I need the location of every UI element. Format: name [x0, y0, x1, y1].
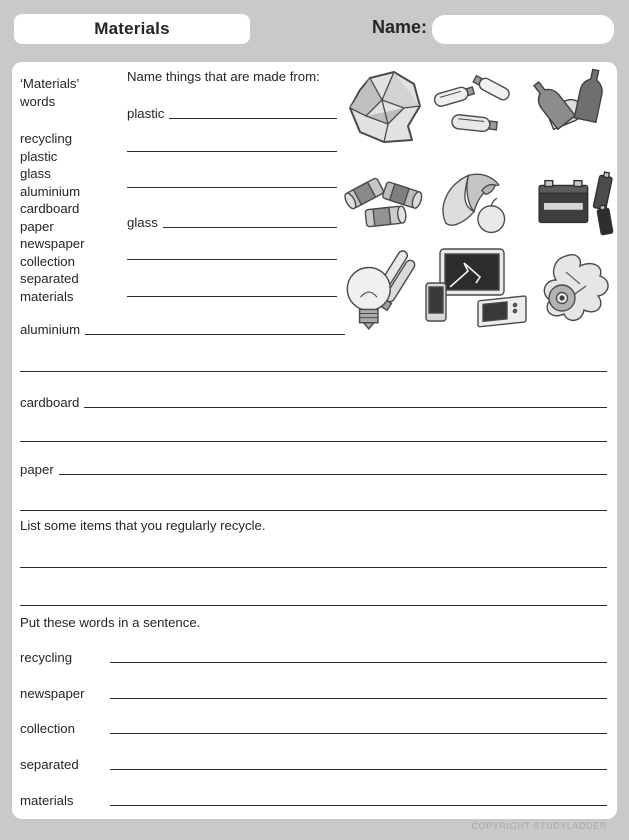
crumpled-paper-illustration — [342, 68, 424, 144]
word-bank-word: aluminium — [20, 183, 81, 199]
answer-line — [169, 118, 337, 119]
sentence-row-newspaper — [20, 684, 607, 701]
material-row-aluminium — [20, 320, 345, 337]
sentence-row-recycling — [20, 648, 607, 665]
answer-line — [110, 733, 607, 734]
answer-line — [20, 510, 607, 511]
word-bank-heading-line1: ‘Materials’ — [20, 76, 80, 91]
made-from-row-plastic — [127, 104, 337, 121]
answer-line — [20, 441, 607, 442]
answer-line — [20, 567, 607, 568]
worksheet-title-box — [14, 14, 250, 44]
answer-line — [59, 474, 607, 475]
answer-line — [127, 296, 337, 297]
made-from-heading: Name things that are made from: — [127, 69, 320, 84]
aluminium-cans-illustration — [340, 168, 428, 236]
word-bank-word: cardboard — [20, 201, 80, 216]
made-from-label-plastic: plastic — [127, 106, 165, 121]
batteries-illustration — [534, 168, 620, 236]
name-input[interactable] — [432, 15, 614, 44]
answer-line — [127, 151, 337, 152]
material-label-aluminium: aluminium — [20, 322, 81, 337]
copyright-text: COPYRIGHT STUDYLADDER — [471, 821, 607, 831]
page-title: Materials — [94, 19, 170, 38]
word-bank-word: collection — [20, 253, 75, 269]
material-row-paper — [20, 460, 607, 477]
glass-bottles-icon — [530, 68, 622, 138]
word-bank-word: newspaper — [20, 236, 85, 251]
broken-electronics-icon — [420, 246, 532, 332]
word-bank-word: materials — [20, 288, 74, 304]
material-label-cardboard: cardboard — [20, 395, 80, 410]
answer-line — [127, 187, 337, 188]
sentence-word-label: separated — [20, 757, 79, 772]
plastic-bottles-icon — [430, 74, 526, 138]
answer-line — [85, 334, 345, 335]
material-label-paper: paper — [20, 462, 54, 477]
sentence-row-materials — [20, 791, 607, 808]
answer-line — [84, 407, 607, 408]
batteries-icon — [534, 168, 620, 236]
made-from-label-glass: glass — [127, 215, 158, 230]
glass-bottles-illustration — [530, 68, 622, 138]
made-from-row-glass — [127, 213, 337, 230]
plastic-bottles-illustration — [430, 74, 526, 138]
sentence-row-collection — [20, 719, 607, 736]
answer-line — [110, 698, 607, 699]
answer-line — [20, 605, 607, 606]
worksheet-panel — [12, 62, 617, 819]
material-row-cardboard — [20, 393, 607, 410]
word-bank-word: plastic — [20, 148, 58, 164]
fabric-and-tape-illustration — [536, 250, 620, 330]
light-bulbs-icon — [338, 246, 420, 334]
aluminium-cans-icon — [340, 168, 428, 236]
answer-line — [163, 227, 337, 228]
word-bank-list — [20, 130, 85, 305]
word-bank-word: glass — [20, 166, 51, 181]
answer-line — [110, 769, 607, 770]
fabric-and-tape-icon — [536, 250, 620, 330]
word-bank-word: recycling — [20, 131, 73, 146]
light-bulbs-illustration — [338, 246, 420, 334]
answer-line — [110, 662, 607, 663]
answer-line — [127, 259, 337, 260]
food-scraps-illustration — [428, 164, 526, 240]
word-bank-word: paper — [20, 218, 54, 234]
food-scraps-icon — [428, 164, 526, 240]
sentence-word-label: newspaper — [20, 686, 85, 701]
word-bank-word: separated — [20, 271, 79, 286]
word-bank-heading-line2: words — [20, 94, 56, 109]
sentence-word-label: recycling — [20, 650, 73, 665]
answer-line — [20, 371, 607, 372]
sentence-prompt: Put these words in a sentence. — [20, 615, 201, 630]
recycle-prompt: List some items that you regularly recycle. — [20, 518, 266, 533]
name-label: Name: — [372, 17, 428, 37]
answer-line — [110, 805, 607, 806]
broken-electronics-illustration — [420, 246, 532, 332]
sentence-row-separated — [20, 755, 607, 772]
sentence-word-label: materials — [20, 793, 74, 808]
sentence-word-label: collection — [20, 721, 75, 736]
crumpled-paper-icon — [342, 68, 424, 144]
